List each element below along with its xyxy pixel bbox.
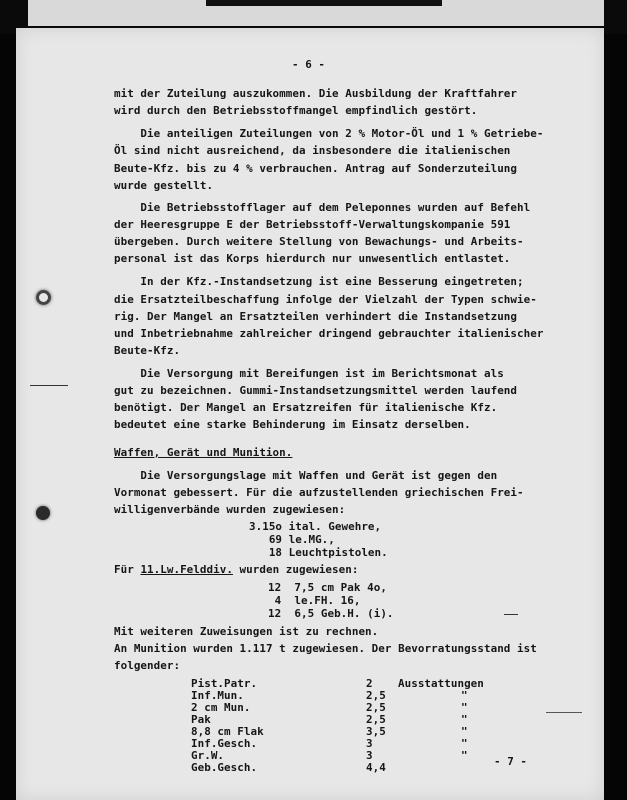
ammo-amount: 2,5 bbox=[366, 689, 386, 702]
ditto-mark: " bbox=[461, 713, 468, 726]
ammo-unit-label: Ausstattungen bbox=[398, 677, 484, 690]
ammo-type: 2 cm Mun. bbox=[191, 701, 251, 714]
scan-artifact bbox=[504, 614, 518, 615]
division-suffix: wurden zugewiesen: bbox=[232, 563, 359, 576]
weapon-item: 18 Leuchtpistolen. bbox=[249, 546, 388, 559]
paragraph-line: Die Versorgungslage mit Waffen und Gerät ist gegen den bbox=[114, 469, 498, 482]
division-name: 11.Lw.Felddiv. bbox=[140, 563, 233, 576]
paragraph-line: rig. Der Mangel an Ersatzteilen verhindert die Instandsetzung bbox=[114, 310, 518, 323]
ditto-mark: " bbox=[461, 737, 468, 750]
weapon-item: 69 le.MG., bbox=[249, 533, 335, 546]
previous-page-edge bbox=[28, 0, 604, 26]
document-page bbox=[16, 28, 604, 800]
punch-hole-bottom bbox=[36, 506, 50, 520]
paragraph-line: Öl sind nicht ausreichend, da insbesondere die italienischen bbox=[114, 144, 511, 157]
ditto-mark: " bbox=[461, 701, 468, 714]
paragraph-line: Beute-Kfz. bis zu 4 % verbrauchen. Antrag auf Sonderzuteilung bbox=[114, 162, 518, 175]
paragraph-line: der Heeresgruppe E der Betriebsstoff-Verwaltungskompanie 591 bbox=[114, 218, 511, 231]
ammo-amount: 2,5 bbox=[366, 713, 386, 726]
page-number-bottom: - 7 - bbox=[494, 755, 528, 768]
paragraph-line: Vormonat gebessert. Für die aufzustellenden griechischen Frei- bbox=[114, 486, 524, 499]
division-line bbox=[114, 563, 358, 576]
ammo-type: Pist.Patr. bbox=[191, 677, 258, 690]
paragraph-line: benötigt. Der Mangel an Ersatzreifen für italienische Kfz. bbox=[114, 401, 498, 414]
ditto-mark: " bbox=[461, 689, 468, 702]
weapon-item: 12 7,5 cm Pak 4o, bbox=[268, 581, 387, 594]
paragraph-line: In der Kfz.-Instandsetzung ist eine Besserung eingetreten; bbox=[114, 275, 524, 288]
margin-mark bbox=[30, 385, 68, 386]
scan-artifact bbox=[546, 712, 582, 713]
ditto-mark: " bbox=[461, 749, 468, 762]
paragraph-line: wurde gestellt. bbox=[114, 179, 214, 192]
paragraph-line: mit der Zuteilung auszukommen. Die Ausbildung der Kraftfahrer bbox=[114, 87, 518, 100]
ammo-type: Gr.W. bbox=[191, 749, 225, 762]
ammo-amount: 3,5 bbox=[366, 725, 386, 738]
paragraph-line: gut zu bezeichnen. Gummi-Instandsetzungsmittel werden laufend bbox=[114, 384, 518, 397]
ammo-type: Inf.Mun. bbox=[191, 689, 244, 702]
paragraph-line: wird durch den Betriebsstoffmangel empfindlich gestört. bbox=[114, 104, 478, 117]
paragraph-line: Mit weiteren Zuweisungen ist zu rechnen. bbox=[114, 625, 379, 638]
paragraph-line: übergeben. Durch weitere Stellung von Bewachungs- und Arbeits- bbox=[114, 235, 524, 248]
paragraph-line: Beute-Kfz. bbox=[114, 344, 181, 357]
ammo-amount: 3 bbox=[366, 749, 373, 762]
ammo-type: Inf.Gesch. bbox=[191, 737, 258, 750]
paragraph-line: willigenverbände wurden zugewiesen: bbox=[114, 503, 346, 516]
paragraph-line: Die anteiligen Zuteilungen von 2 % Motor-Öl und 1 % Getriebe- bbox=[114, 127, 544, 140]
ammo-amount: 2 bbox=[366, 677, 373, 690]
weapon-item: 3.15o ital. Gewehre, bbox=[249, 520, 382, 533]
ditto-mark: " bbox=[461, 725, 468, 738]
paragraph-line: personal ist das Korps hierdurch nur unwesentlich entlastet. bbox=[114, 252, 511, 265]
ammo-amount: 3 bbox=[366, 737, 373, 750]
paragraph-line: folgender: bbox=[114, 659, 181, 672]
page-number-top: - 6 - bbox=[292, 58, 326, 71]
ammo-type: Pak bbox=[191, 713, 211, 726]
weapon-item: 12 6,5 Geb.H. (i). bbox=[268, 607, 394, 620]
division-prefix: Für bbox=[114, 563, 141, 576]
paragraph-line: Die Betriebsstofflager auf dem Peleponnes wurden auf Befehl bbox=[114, 201, 531, 214]
ammo-amount: 4,4 bbox=[366, 761, 386, 774]
paragraph-line: Die Versorgung mit Bereifungen ist im Berichtsmonat als bbox=[114, 367, 504, 380]
ammo-type: Geb.Gesch. bbox=[191, 761, 258, 774]
paragraph-line: und Inbetriebnahme zahlreicher dringend gebrauchter italienischer bbox=[114, 327, 544, 340]
previous-page-mark bbox=[206, 0, 442, 6]
paragraph-line: An Munition wurden 1.117 t zugewiesen. Der Bevorratungsstand ist bbox=[114, 642, 537, 655]
paragraph-line: bedeutet eine starke Behinderung im Einsatz derselben. bbox=[114, 418, 471, 431]
paragraph-line: die Ersatzteilbeschaffung infolge der Vielzahl der Typen schwie- bbox=[114, 293, 537, 306]
weapon-item: 4 le.FH. 16, bbox=[268, 594, 361, 607]
ammo-type: 8,8 cm Flak bbox=[191, 725, 264, 738]
punch-hole-top bbox=[36, 290, 51, 305]
ammo-amount: 2,5 bbox=[366, 701, 386, 714]
section-heading: Waffen, Gerät und Munition. bbox=[114, 446, 293, 459]
